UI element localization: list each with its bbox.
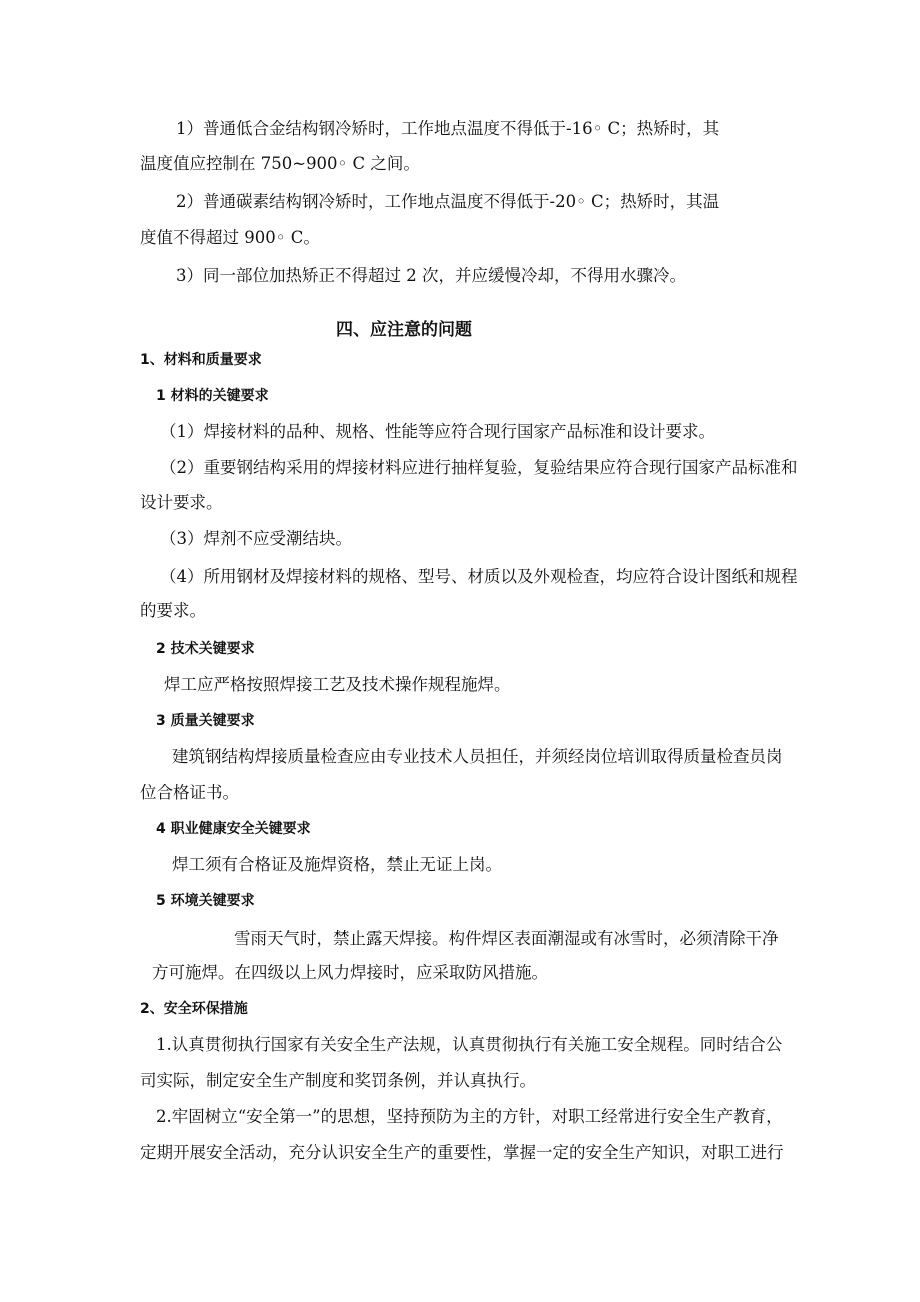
subsection-1-2-title: 2 技术关键要求 (156, 641, 255, 657)
list-item: 的要求。 (140, 601, 206, 620)
paragraph-1-line-2: 温度值应控制在 750~900◦ C 之间。 (140, 154, 420, 173)
subsection-2-item-1-line-1: 1.认真贯彻执行国家有关安全生产法规，认真贯彻执行有关施工安全规程。同时结合公 (156, 1035, 783, 1054)
list-item: （2）重要钢结构采用的焊接材料应进行抽样复验，复验结果应符合现行国家产品标准和 (160, 458, 798, 477)
subsection-1-4-text: 焊工须有合格证及施焊资格，禁止无证上岗。 (172, 855, 502, 874)
subsection-1-5-line-2: 方可施焊。在四级以上风力焊接时，应采取防风措施。 (152, 963, 548, 982)
paragraph-2-line-2: 度值不得超过 900◦ C。 (140, 228, 320, 247)
list-item: （4）所用钢材及焊接材料的规格、型号、材质以及外观检查，均应符合设计图纸和规程 (160, 567, 798, 586)
list-item: （3）焊剂不应受潮结块。 (160, 529, 352, 548)
section-title: 四、应注意的问题 (336, 320, 472, 340)
subsection-1-4-title: 4 职业健康安全关键要求 (156, 821, 311, 837)
paragraph-2-line-1: 2）普通碳素结构钢冷矫时，工作地点温度不得低于-20◦ C；热矫时，其温 (176, 192, 720, 211)
subsection-1-3-line-2: 位合格证书。 (140, 783, 239, 802)
subsection-1-3-title: 3 质量关键要求 (156, 713, 255, 729)
subsection-1-5-line-1: 雪雨天气时，禁止露天焊接。构件焊区表面潮湿或有冰雪时，必须清除干净 (234, 929, 779, 948)
list-item: 设计要求。 (140, 493, 223, 512)
subsection-2-item-1-line-2: 司实际，制定安全生产制度和奖罚条例，并认真执行。 (140, 1071, 536, 1090)
subsection-1-3-line-1: 建筑钢结构焊接质量检查应由专业技术人员担任，并须经岗位培训取得质量检查员岗 (172, 747, 783, 766)
subsection-2-item-2-line-2: 定期开展安全活动，充分认识安全生产的重要性，掌握一定的安全生产知识，对职工进行 (140, 1143, 784, 1162)
subsection-1-5-title: 5 环境关键要求 (156, 893, 255, 909)
subsection-2-item-2-line-1: 2.牢固树立“安全第一”的思想，坚持预防为主的方针，对职工经常进行安全生产教育， (156, 1107, 783, 1126)
paragraph-1-line-1: 1）普通低合金结构钢冷矫时，工作地点温度不得低于-16◦ C；热矫时，其 (176, 119, 720, 138)
subsection-1-1-title: 1 材料的关键要求 (156, 388, 269, 404)
subsection-2-title: 2、安全环保措施 (140, 1001, 248, 1017)
subsection-1-2-text: 焊工应严格按照焊接工艺及技术操作规程施焊。 (164, 675, 511, 694)
paragraph-3: 3）同一部位加热矫正不得超过 2 次，并应缓慢冷却，不得用水骤冷。 (176, 266, 686, 285)
list-item: （1）焊接材料的品种、规格、性能等应符合现行国家产品标准和设计要求。 (160, 422, 715, 441)
subsection-1-title: 1、材料和质量要求 (140, 352, 262, 368)
